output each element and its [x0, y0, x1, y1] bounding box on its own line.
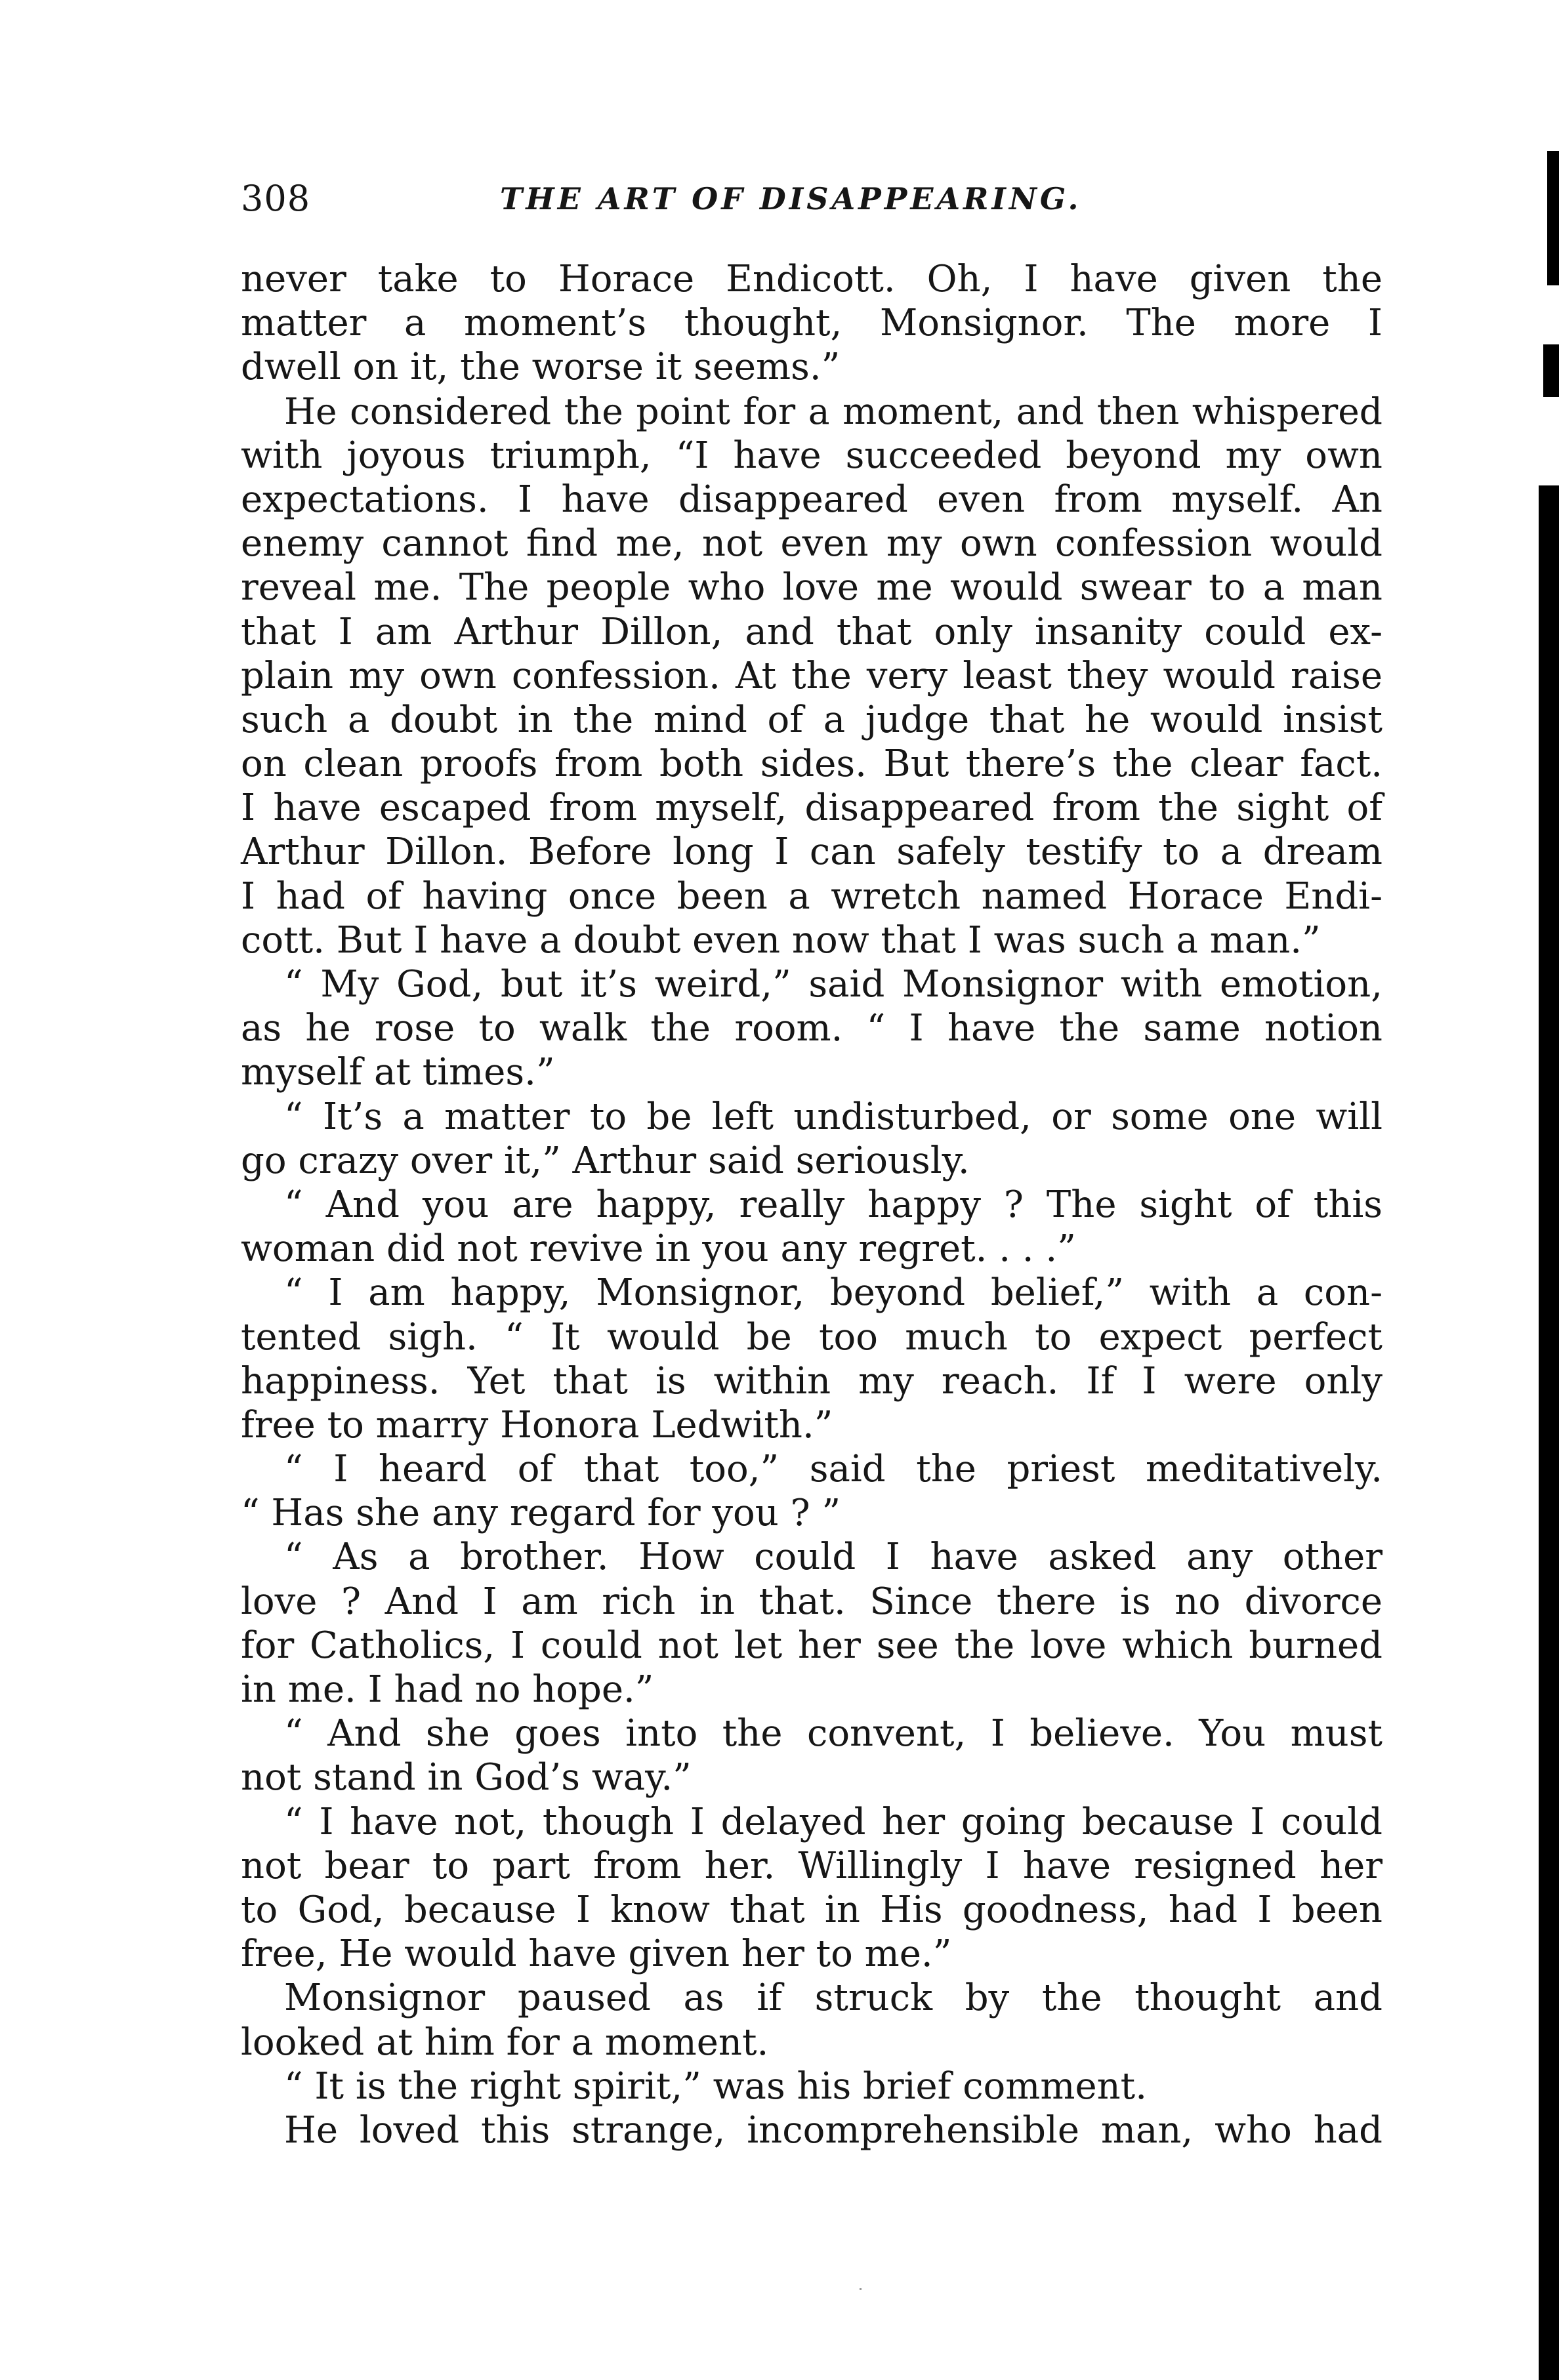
text-line: “ It’s a matter to be left undisturbed, or some one will: [284, 1095, 1382, 1138]
text-line: woman did not revive in you any regret. . . .”: [241, 1227, 1076, 1271]
text-line: free, He would have given her to me.”: [241, 1933, 952, 1976]
text-line: “ My God, but it’s weird,” said Monsignor with emotion,: [284, 963, 1382, 1006]
page-number: 308: [241, 178, 311, 219]
text-line: Monsignor paused as if struck by the thought and: [284, 1977, 1382, 2020]
text-line: He loved this strange, incomprehensible man, who had: [284, 2108, 1382, 2152]
text-line: on clean proofs from both sides. But there’s the clear fact.: [241, 743, 1382, 786]
text-line: that I am Arthur Dillon, and that only insanity could ex-: [241, 610, 1382, 653]
text-line: as he rose to walk the room. “ I have the same notion: [241, 1007, 1382, 1050]
scan-edge-shadow: [1547, 151, 1559, 285]
text-line: I have escaped from myself, disappeared from the sight of: [241, 787, 1382, 830]
text-line: matter a moment’s thought, Monsignor. The more I: [241, 302, 1382, 345]
text-line: free to marry Honora Ledwith.”: [241, 1403, 833, 1446]
running-head: [241, 169, 1382, 228]
text-line: “ And she goes into the convent, I believe. You must: [284, 1712, 1382, 1755]
text-line: “ And you are happy, really happy ? The sight of this: [284, 1183, 1382, 1226]
text-line: happiness. Yet that is within my reach. If I were only: [241, 1359, 1382, 1403]
text-line: He considered the point for a moment, and then whispered: [284, 390, 1382, 432]
text-line: enemy cannot find me, not even my own confession would: [241, 522, 1382, 565]
text-line: not stand in God’s way.”: [241, 1756, 692, 1799]
text-line: myself at times.”: [241, 1051, 555, 1094]
text-line: tented sigh. “ It would be too much to expect perfect: [241, 1315, 1382, 1359]
text-line: in me. I had no hope.”: [241, 1668, 654, 1711]
text-line: never take to Horace Endicott. Oh, I have given the: [241, 258, 1382, 300]
text-line: go crazy over it,” Arthur said seriously.: [241, 1139, 970, 1182]
text-line: such a doubt in the mind of a judge that he would insist: [241, 698, 1382, 741]
text-line: with joyous triumph, “I have succeeded beyond my own: [241, 434, 1382, 477]
text-line: cott. But I have a doubt even now that I was such a man.”: [241, 918, 1321, 962]
text-line: “ It is the right spirit,” was his brief comment.: [284, 2064, 1147, 2108]
scan-edge-shadow: [1543, 344, 1559, 397]
text-line: plain my own confession. At the very least they would raise: [241, 654, 1382, 697]
running-title: THE ART OF DISAPPEARING.: [500, 181, 1082, 216]
text-line: looked at him for a moment.: [241, 2021, 769, 2064]
text-line: “ As a brother. How could I have asked any other: [284, 1536, 1382, 1579]
text-line: I had of having once been a wretch named Horace Endi-: [241, 874, 1382, 918]
text-line: “ I have not, though I delayed her going because I could: [284, 1800, 1382, 1843]
body-text: [241, 257, 1382, 2152]
text-line: for Catholics, I could not let her see the love which burned: [241, 1624, 1382, 1667]
text-line: to God, because I know that in His goodness, had I been: [241, 1888, 1382, 1931]
text-line: reveal me. The people who love me would swear to a man: [241, 566, 1382, 609]
text-line: dwell on it, the worse it seems.”: [241, 346, 841, 389]
text-line: not bear to part from her. Willingly I have resigned her: [241, 1844, 1382, 1887]
text-line: expectations. I have disappeared even from myself. An: [241, 478, 1382, 521]
text-line: Arthur Dillon. Before long I can safely testify to a dream: [241, 831, 1382, 874]
text-line: “ I am happy, Monsignor, beyond belief,” with a con-: [284, 1271, 1382, 1315]
scan-speck: [860, 2288, 862, 2290]
text-line: “ Has she any regard for you ? ”: [241, 1492, 841, 1535]
text-line: love ? And I am rich in that. Since there is no divorce: [241, 1580, 1382, 1623]
text-line: “ I heard of that too,” said the priest meditatively.: [284, 1448, 1382, 1491]
scan-edge-shadow: [1539, 485, 1559, 2380]
